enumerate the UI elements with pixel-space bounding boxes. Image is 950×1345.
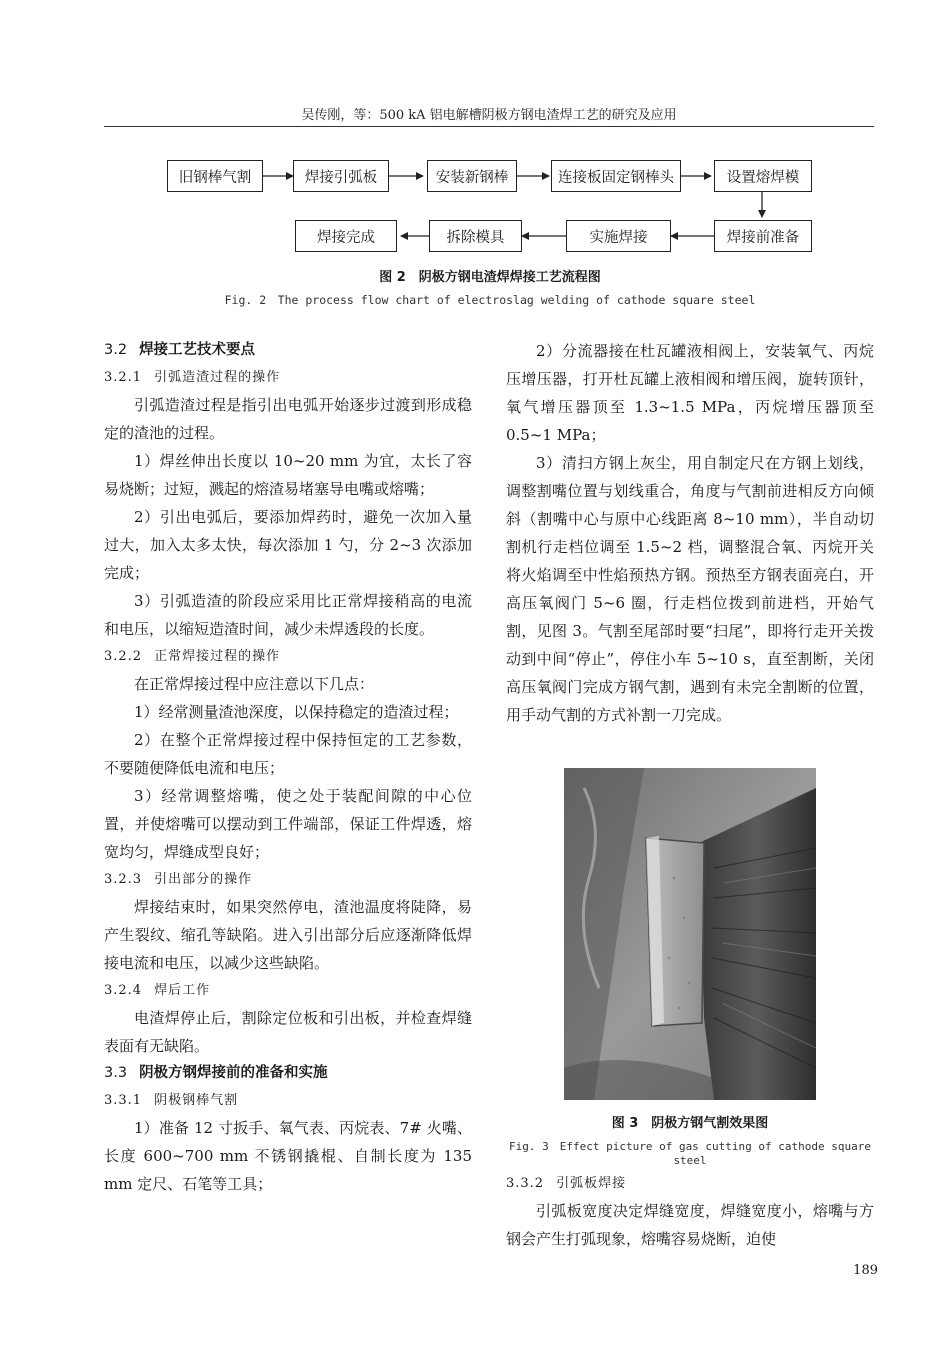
paragraph: 引弧板宽度决定焊缝宽度，焊缝宽度小，熔嘴与方钢会产生打弧现象，熔嘴容易烧断，迫使 [506, 1202, 874, 1248]
flow-step-set-mold: 设置熔焊模 [714, 160, 812, 192]
paragraph: 在正常焊接过程中应注意以下几点： [134, 675, 375, 693]
subsection-heading: 3.2.1 引弧造渣过程的操作 [104, 370, 281, 385]
paragraph: 2）引出电弧后，要添加焊药时，避免一次加入量过大，加入太多太快，每次添加 1 勺，分 2~3 次添加完成； [104, 508, 472, 582]
subsection-heading: 3.2.2 正常焊接过程的操作 [104, 649, 281, 664]
paragraph: 1）准备 12 寸扳手、氧气表、丙烷表、7# 火嘴、长度 600~700 mm 不锈钢撬棍、自制长度为 135 mm 定尺、石笔等工具； [104, 1119, 472, 1193]
flow-step-fix-rod-head: 连接板固定钢棒头 [551, 160, 681, 192]
section-heading: 3.2 焊接工艺技术要点 [104, 342, 256, 358]
right-column-bottom [506, 1170, 874, 1253]
paragraph: 1）焊丝伸出长度以 10~20 mm 为宜，太长了容易烧断；过短，溅起的熔渣易堵塞导电嘴或熔嘴； [104, 452, 472, 498]
flow-step-weld-arc-plate: 焊接引弧板 [293, 160, 389, 192]
paragraph: 1）经常测量渣池深度，以保持稳定的造渣过程； [134, 703, 459, 721]
paragraph: 电渣焊停止后，割除定位板和引出板，并检查焊缝表面有无缺陷。 [104, 1009, 472, 1055]
figure2-caption-en: Fig. 2 The process flow chart of electroslag welding of cathode square steel [224, 293, 756, 307]
subsection-heading: 3.2.4 焊后工作 [104, 983, 211, 998]
paragraph: 焊接结束时，如果突然停电，渣池温度将陡降，易产生裂纹、缩孔等缺陷。进入引出部分后应逐渐降低焊接电流和电压，以减少这些缺陷。 [104, 898, 472, 972]
subsection-heading: 3.3.1 阴极钢棒气割 [104, 1093, 239, 1108]
paragraph: 2）分流器接在杜瓦罐液相阀上，安装氧气、丙烷压增压器，打开杜瓦罐上液相阀和增压阀，旋转顶针，氧气增压器顶至 1.3~1.5 MPa，丙烷增压器顶至 0.5~1 MPa； [506, 342, 874, 444]
paragraph: 引弧造渣过程是指引出电弧开始逐步过渡到形成稳定的渣池的过程。 [104, 396, 472, 442]
figure3-caption-cn: 图 3 阴极方钢气割效果图 [611, 1116, 769, 1131]
figure3-caption-en: Fig. 3 Effect picture of gas cutting of cathode square steel [509, 1140, 871, 1167]
flow-step-install-new-rod: 安装新钢棒 [427, 160, 517, 192]
header-rule [104, 126, 874, 127]
figure2-caption-cn: 图 2 阴极方钢电渣焊焊接工艺流程图 [379, 270, 601, 285]
photo-illustration [564, 768, 816, 1100]
flow-step-remove-mold: 拆除模具 [429, 220, 522, 252]
paragraph: 3）经常调整熔嘴，使之处于装配间隙的中心位置，并使熔嘴可以摆动到工件端部，保证工件焊透，熔宽均匀，焊缝成型良好； [104, 787, 472, 861]
flow-step-perform-weld: 实施焊接 [566, 220, 671, 252]
running-header: 吴传刚，等：500 kA 铝电解槽阴极方钢电渣焊工艺的研究及应用 [301, 108, 677, 123]
paragraph: 2）在整个正常焊接过程中保持恒定的工艺参数，不要随便降低电流和电压； [104, 731, 472, 777]
left-column [104, 337, 472, 1198]
flow-step-old-rod-cutting: 旧钢棒气割 [167, 160, 263, 192]
gas-cut-steel-photo [564, 768, 816, 1100]
flow-step-pre-weld-prep: 焊接前准备 [714, 220, 812, 252]
flow-step-weld-complete: 焊接完成 [295, 220, 397, 252]
paragraph: 3）引弧造渣的阶段应采用比正常焊接稍高的电流和电压，以缩短造渣时间，减少未焊透段的长度。 [104, 592, 472, 638]
page-number: 189 [853, 1263, 878, 1278]
subsection-heading: 3.2.3 引出部分的操作 [104, 872, 253, 887]
subsection-heading: 3.3.2 引弧板焊接 [506, 1176, 627, 1191]
paragraph: 3）清扫方钢上灰尘，用自制定尺在方钢上划线，调整割嘴位置与划线重合，角度与气割前进相反方向倾斜（割嘴中心与原中心线距离 8~10 mm），半自动切割机行走档位调至 1.5~2 档，调整混合氧、丙烷开关将火焰调至中性焰预热方钢。预热至方钢表面亮白，开高压氧阀门 5~6 圈，行走档位拨到前进档，开始气割，见图 3。气割至尾部时要“扫尾”，即将行走开关拨动到中间“停止”，停住小车 5~10 s，直至割断，关闭高压氧阀门完成方钢气割，遇到有未完全割断的位置，用手动气割的方式补割一刀完成。 [506, 454, 874, 724]
section-heading: 3.3 阴极方钢焊接前的准备和实施 [104, 1065, 328, 1081]
right-column-top [506, 337, 874, 729]
